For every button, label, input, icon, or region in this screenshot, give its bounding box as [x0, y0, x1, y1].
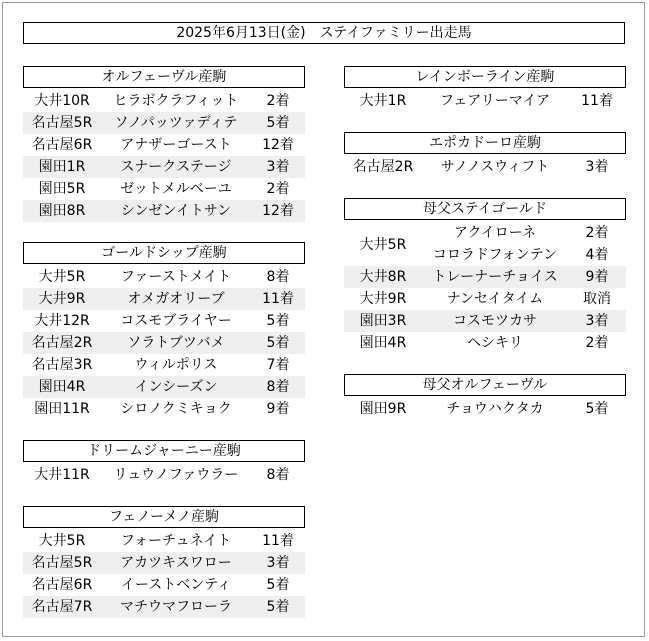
result-cell: 4着: [585, 247, 609, 263]
horse-name-cell: ウィルポリス: [134, 357, 218, 373]
section-header: 母父オルフェーヴル: [344, 374, 626, 396]
horse-name-cell: イーストベンティ: [120, 577, 232, 593]
sire-section: [23, 440, 305, 486]
table-row: [23, 574, 305, 596]
result-cell: 2着: [585, 335, 609, 351]
result-cell: 8着: [266, 467, 290, 483]
sire-section: [23, 506, 305, 618]
result-cell: 5着: [585, 401, 609, 417]
result-cell: 11着: [581, 93, 613, 109]
race-cell: 大井5R: [359, 237, 407, 253]
result-cell: 12着: [262, 137, 294, 153]
table-row: [23, 354, 305, 376]
horse-name-cell: シロノクミキョク: [120, 401, 232, 417]
sire-section: [344, 374, 626, 420]
horse-name-cell: ナンセイタイム: [446, 291, 544, 307]
section-header: フェノーメノ産駒: [23, 506, 305, 528]
result-cell: 3着: [266, 555, 290, 571]
race-cell: 名古屋2R: [352, 159, 414, 175]
horse-name-cell: ソラトブツバメ: [127, 335, 225, 351]
table-row: [23, 112, 305, 134]
table-row: [344, 90, 626, 112]
result-cell: 8着: [266, 269, 290, 285]
result-cell: 3着: [266, 159, 290, 175]
result-cell: 5着: [266, 115, 290, 131]
result-cell: 3着: [585, 159, 609, 175]
horse-name-cell: ファーストメイト: [120, 269, 232, 285]
table-row: [344, 156, 626, 178]
horse-name-cell: マチウマフローラ: [120, 599, 232, 615]
result-cell: 5着: [266, 577, 290, 593]
result-cell: 8着: [266, 379, 290, 395]
horse-name-cell: サノノスウィフト: [440, 159, 550, 175]
section-header: 母父ステイゴールド: [344, 198, 626, 220]
horse-name-cell: ヒラボクラフィット: [113, 93, 239, 109]
horse-name-cell: トレーナーチョイス: [432, 269, 558, 285]
table-row: [23, 376, 305, 398]
race-cell: 大井5R: [38, 533, 86, 549]
section-header: ゴールドシップ産駒: [23, 242, 305, 264]
result-cell: 9着: [585, 269, 609, 285]
race-cell: 園田4R: [359, 335, 407, 351]
section-header: オルフェーヴル産駒: [23, 66, 305, 88]
sire-section: [23, 66, 305, 222]
result-cell: 11着: [262, 291, 294, 307]
table-row: [23, 134, 305, 156]
table-row: [23, 156, 305, 178]
horse-name-cell: シンゼンイトサン: [120, 203, 232, 219]
table-row: [23, 552, 305, 574]
result-cell: 11着: [262, 533, 294, 549]
sire-section: [344, 132, 626, 178]
race-cell: 園田5R: [38, 181, 86, 197]
sire-section: [344, 198, 626, 354]
table-row: [23, 90, 305, 112]
result-cell: 2着: [266, 93, 290, 109]
horse-name-cell: ヘシキリ: [467, 335, 523, 351]
horse-name-cell: アナザーゴースト: [120, 137, 232, 153]
race-cell: 園田3R: [359, 313, 407, 329]
sire-section: [344, 66, 626, 112]
result-cell: 12着: [262, 203, 294, 219]
race-cell: 大井8R: [359, 269, 407, 285]
race-cell: 名古屋3R: [31, 357, 93, 373]
race-cell: 園田11R: [34, 401, 90, 417]
horse-name-cell: オメガオリーブ: [127, 291, 225, 307]
table-row: [23, 398, 305, 420]
result-cell: 5着: [266, 313, 290, 329]
page-title: 2025年6月13日(金) ステイファミリー出走馬: [23, 22, 625, 44]
horse-name-cell: ソノパッツァディテ: [114, 115, 238, 131]
race-cell: 大井10R: [34, 93, 90, 109]
result-cell: 5着: [266, 599, 290, 615]
horse-name-cell: コスモツカサ: [453, 313, 537, 329]
race-cell: 園田4R: [38, 379, 86, 395]
section-header: ドリームジャーニー産駒: [23, 440, 305, 462]
result-cell: 3着: [585, 313, 609, 329]
race-cell: 大井9R: [38, 291, 86, 307]
result-cell: 5着: [266, 335, 290, 351]
race-cell: 園田8R: [38, 203, 86, 219]
table-row: [23, 266, 305, 288]
table-row: [344, 310, 626, 332]
race-cell: 名古屋5R: [31, 555, 93, 571]
horse-name-cell: ゼットメルベーユ: [120, 181, 232, 197]
race-cell: 園田9R: [359, 401, 407, 417]
merged-race-group: [344, 222, 626, 266]
sire-section: [23, 242, 305, 420]
race-cell: 大井9R: [359, 291, 407, 307]
table-row: [23, 464, 305, 486]
table-row: [23, 200, 305, 222]
race-cell: 大井1R: [359, 93, 407, 109]
horse-name-cell: コスモブライヤー: [120, 313, 232, 329]
section-header: エポカドーロ産駒: [344, 132, 626, 154]
table-row: [23, 530, 305, 552]
horse-name-cell: コロラドフォンテン: [432, 247, 558, 263]
table-row: [23, 288, 305, 310]
race-cell: 名古屋2R: [31, 335, 93, 351]
horse-name-cell: インシーズン: [134, 379, 218, 395]
table-row: [422, 222, 626, 244]
horse-name-cell: アクイローネ: [453, 225, 537, 241]
race-cell: 名古屋7R: [31, 599, 93, 615]
race-cell: 名古屋5R: [31, 115, 93, 131]
race-cell: 名古屋6R: [31, 137, 93, 153]
horse-name-cell: チョウハクタカ: [446, 401, 544, 417]
table-row: [23, 178, 305, 200]
result-cell: 9着: [266, 401, 290, 417]
race-cell: 園田1R: [38, 159, 86, 175]
horse-name-cell: リュウノファウラー: [113, 467, 239, 483]
result-cell: 7着: [266, 357, 290, 373]
horse-name-cell: アカツキスワロー: [120, 555, 232, 571]
horse-name-cell: フェアリーマイア: [439, 93, 551, 109]
horse-name-cell: フォーチュネイト: [120, 533, 232, 549]
race-cell: 大井11R: [34, 467, 90, 483]
table-row: [23, 332, 305, 354]
race-cell: 名古屋6R: [31, 577, 93, 593]
table-row: [344, 332, 626, 354]
table-row: [422, 244, 626, 266]
section-header: レインボーライン産駒: [344, 66, 626, 88]
race-cell: 大井5R: [38, 269, 86, 285]
horse-name-cell: スナークステージ: [120, 159, 232, 175]
result-cell: 2着: [585, 225, 609, 241]
result-cell: 取消: [583, 291, 611, 307]
table-row: [23, 310, 305, 332]
race-cell: 大井12R: [34, 313, 90, 329]
table-row: [344, 398, 626, 420]
table-row: [344, 266, 626, 288]
table-row: [23, 596, 305, 618]
table-row: [344, 288, 626, 310]
result-cell: 2着: [266, 181, 290, 197]
